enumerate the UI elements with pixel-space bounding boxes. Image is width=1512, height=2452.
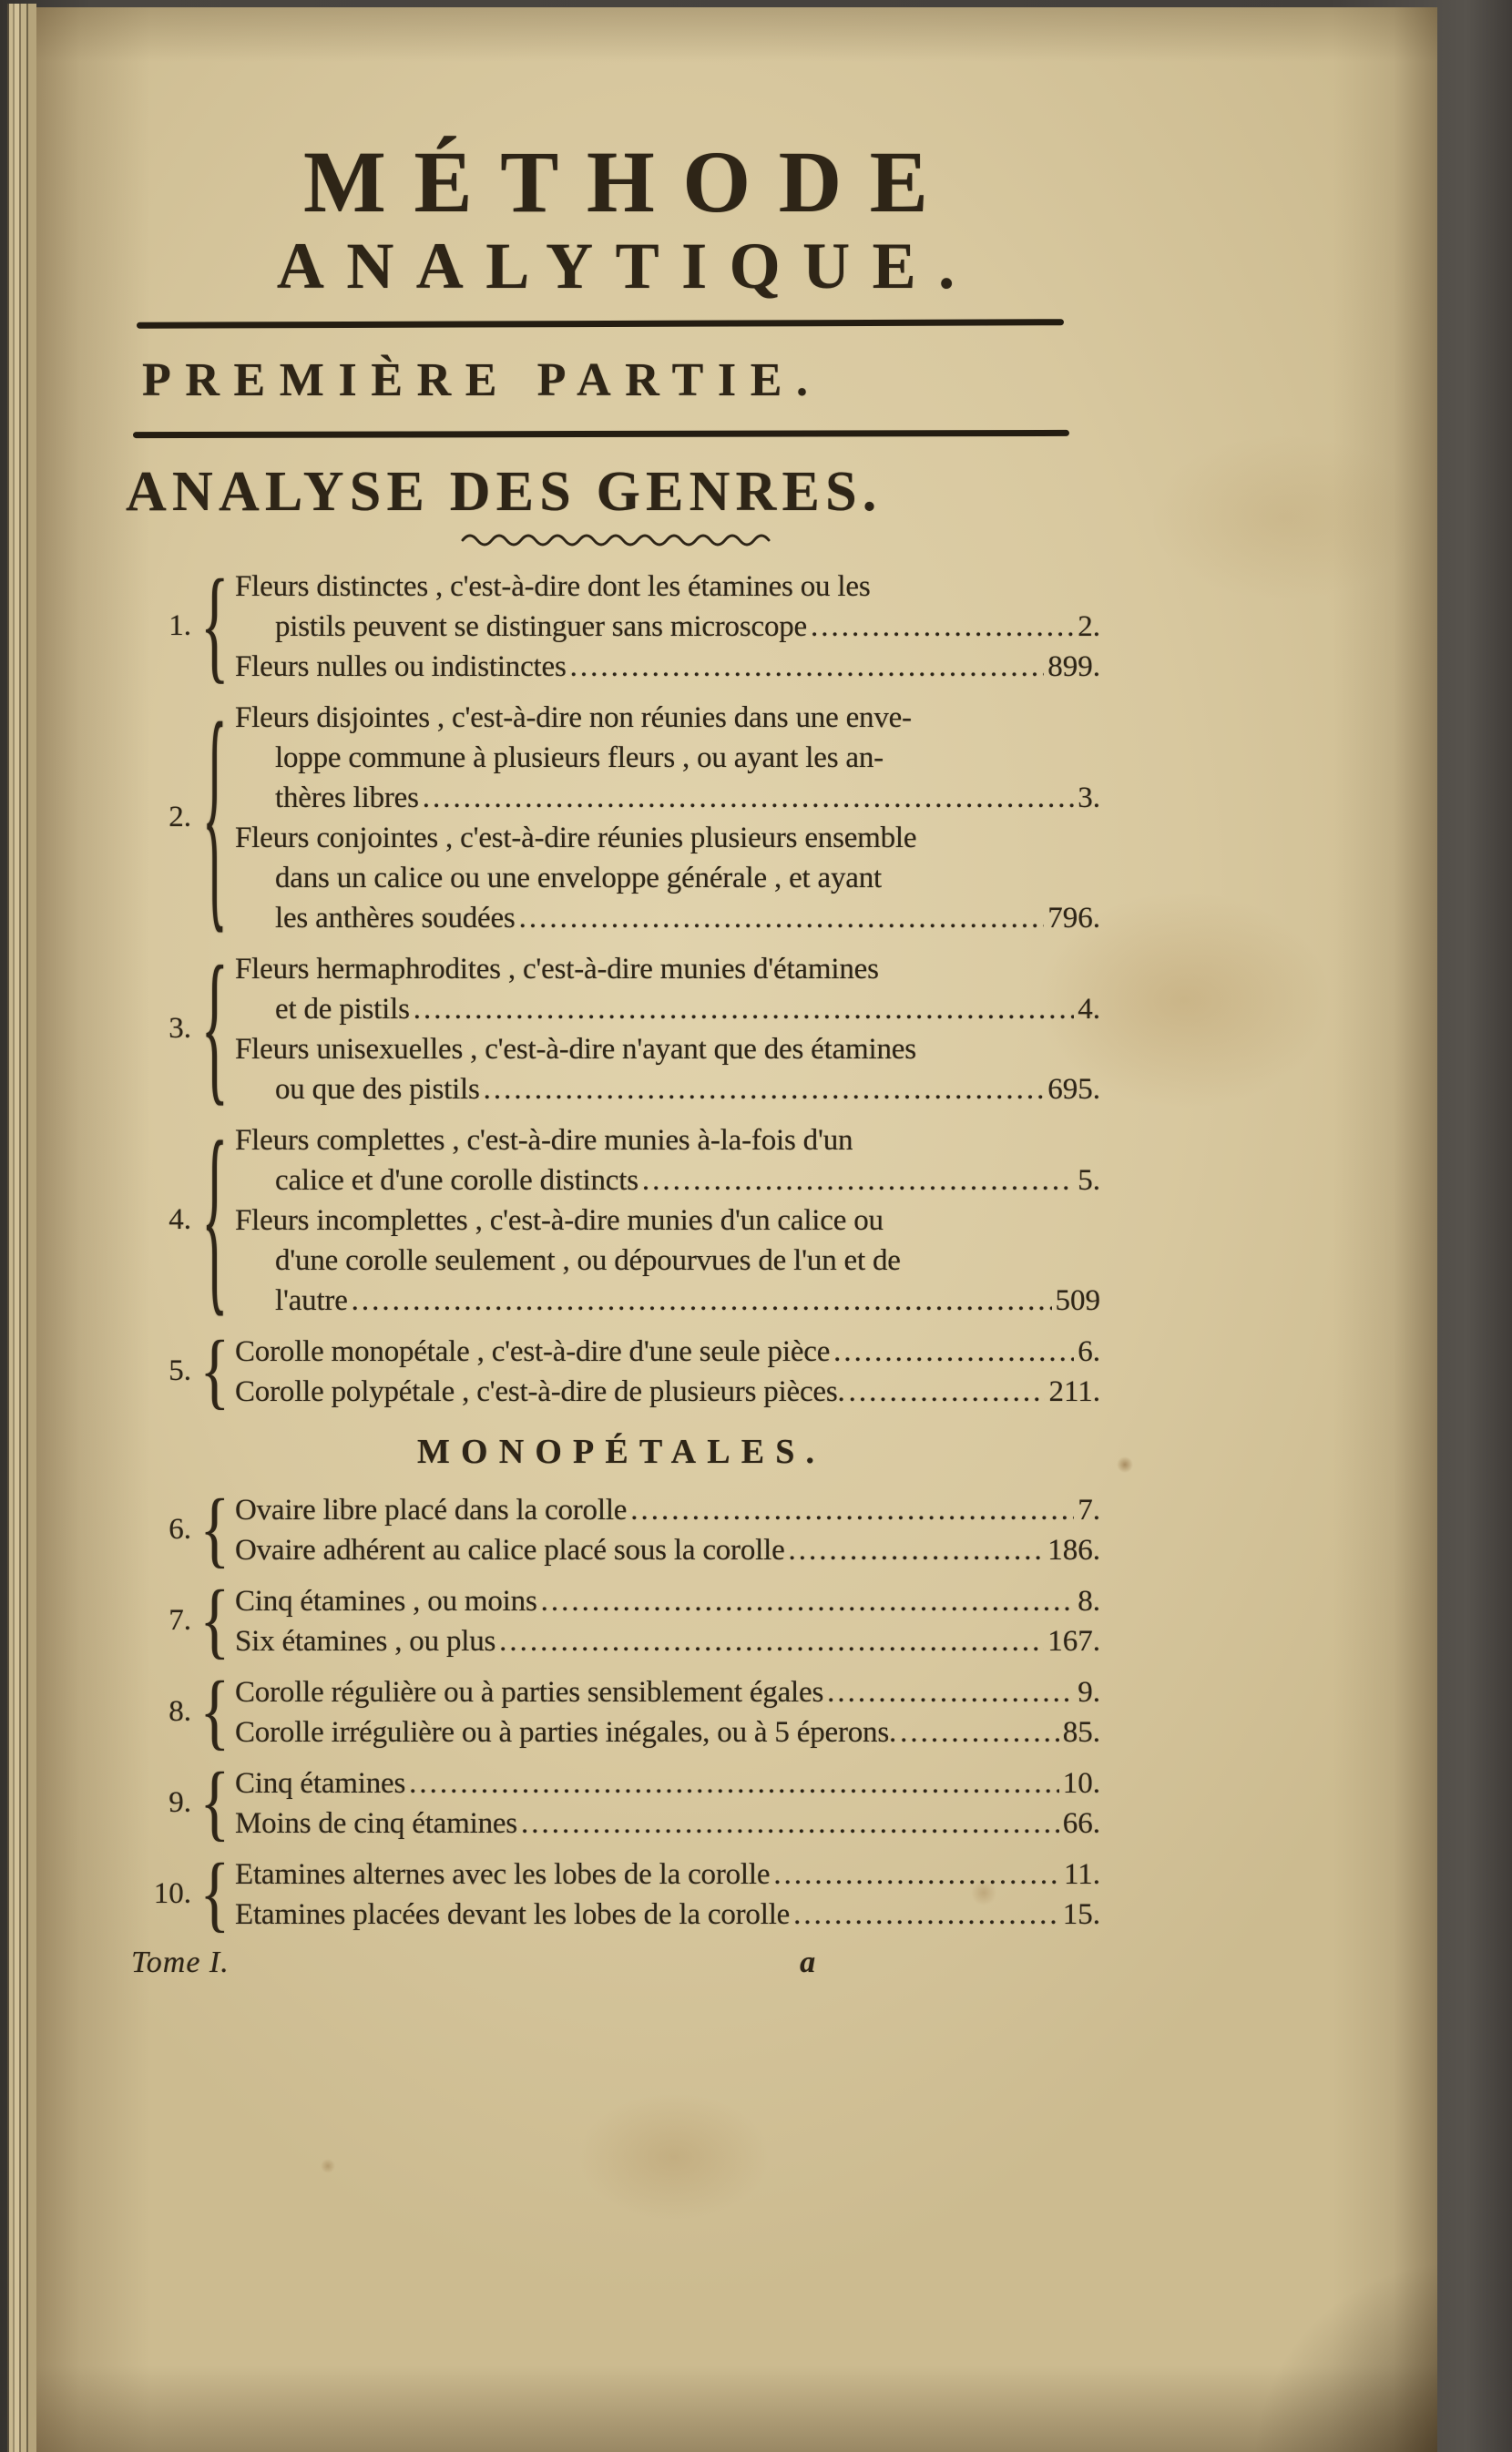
curly-brace-icon: {	[199, 1573, 230, 1668]
entry-ref-number: 9.	[1078, 1675, 1100, 1709]
key-line	[235, 1332, 1100, 1372]
signature-mark: a	[800, 1945, 816, 1979]
dot-leader	[499, 1621, 1044, 1661]
brace-column	[195, 1846, 235, 1941]
horizontal-rule-middle	[133, 430, 1069, 438]
dot-leader	[519, 898, 1045, 938]
horizontal-rule-top	[137, 320, 1064, 330]
key-line	[235, 1530, 1100, 1570]
page-content	[126, 133, 1100, 1980]
key-line-text: l'autre	[275, 1283, 348, 1317]
key-line-text: thères libres	[275, 781, 419, 814]
key-line-text: Corolle régulière ou à parties sensiblement égales	[235, 1675, 824, 1709]
curly-brace-icon: {	[201, 1101, 229, 1336]
key-line	[235, 1120, 1100, 1160]
dot-leader	[423, 778, 1074, 818]
key-line-text: Moins de cinq étamines	[235, 1806, 517, 1840]
entry-ref-number: 509	[1055, 1283, 1100, 1317]
key-line	[235, 1672, 1100, 1712]
key-line	[235, 1241, 1100, 1281]
entry-number: 9.	[169, 1786, 191, 1820]
entry-ref-number: 695.	[1047, 1072, 1100, 1106]
key-entry	[131, 1664, 1100, 1759]
page-footer	[131, 1946, 1100, 1980]
entry-ref-number: 211.	[1048, 1374, 1100, 1408]
key-line	[235, 567, 1100, 607]
key-line-text: Fleurs incomplettes , c'est-à-dire munies d'un calice ou	[235, 1203, 884, 1237]
entry-options	[235, 1854, 1100, 1935]
curly-brace-icon: {	[199, 1482, 230, 1577]
entry-options	[235, 1581, 1100, 1661]
key-entry	[131, 934, 1100, 1122]
key-line	[235, 738, 1100, 778]
entry-ref-number: 6.	[1078, 1334, 1100, 1368]
brace-column	[195, 1755, 235, 1850]
entry-number: 7.	[169, 1604, 191, 1638]
page-title-line1: MÉTHODE	[303, 133, 956, 230]
key-line-text: ou que des pistils	[275, 1072, 480, 1106]
section-heading: ANALYSE DES GENRES.	[126, 460, 883, 523]
entry-number: 4.	[169, 1203, 191, 1237]
key-entry	[131, 1755, 1100, 1850]
dot-leader	[789, 1530, 1045, 1570]
key-line-text: Fleurs conjointes , c'est-à-dire réunies plusieurs ensemble	[235, 821, 917, 854]
key-line	[235, 1621, 1100, 1661]
entry-ref-number: 186.	[1047, 1533, 1100, 1567]
entry-ref-number: 11.	[1063, 1857, 1100, 1891]
entry-number: 3.	[169, 1012, 191, 1046]
brace-column	[195, 1101, 235, 1336]
key-entry	[131, 555, 1100, 696]
entry-number: 8.	[169, 1695, 191, 1729]
key-entry	[131, 1846, 1100, 1941]
key-line	[235, 949, 1100, 989]
entry-options	[235, 1672, 1100, 1752]
key-line-text: Cinq étamines , ou moins	[235, 1584, 537, 1618]
key-entry	[131, 1482, 1100, 1577]
key-line	[235, 1200, 1100, 1241]
entry-ref-number: 15.	[1062, 1897, 1100, 1931]
key-line-text: et de pistils	[275, 992, 410, 1026]
entry-ref-number: 3.	[1078, 781, 1100, 814]
key-line	[235, 1490, 1100, 1530]
entry-ref-number: 167.	[1047, 1624, 1100, 1658]
key-line-text: Ovaire libre placé dans la corolle	[235, 1493, 628, 1527]
entry-ref-number: 796.	[1047, 901, 1100, 935]
key-line	[235, 1281, 1100, 1321]
key-line-text: les anthères soudées	[275, 901, 516, 935]
key-line	[235, 698, 1100, 738]
key-line	[235, 1712, 1100, 1752]
key-line-text: Ovaire adhérent au calice placé sous la corolle	[235, 1533, 785, 1567]
dot-leader	[541, 1581, 1075, 1621]
key-line	[235, 898, 1100, 938]
curly-brace-icon: {	[199, 1846, 230, 1941]
key-line-text: loppe commune à plusieurs fleurs , ou ayant les an-	[275, 741, 884, 774]
key-line-text: d'une corolle seulement , ou dépourvues de l'un et de	[275, 1243, 901, 1277]
book-page	[36, 7, 1437, 2452]
key-entry	[131, 1323, 1100, 1418]
subsection-heading: MONOPÉTALES.	[416, 1432, 826, 1471]
dot-leader	[827, 1672, 1074, 1712]
entry-ref-number: 5.	[1078, 1163, 1100, 1197]
key-line-text: Etamines placées devant les lobes de la corolle	[235, 1897, 791, 1931]
key-line	[235, 1029, 1100, 1069]
entry-options	[235, 949, 1100, 1109]
entry-ref-number: 10.	[1062, 1766, 1100, 1800]
curly-brace-icon: {	[199, 1755, 230, 1850]
entry-number: 5.	[169, 1354, 191, 1388]
key-line	[235, 1895, 1100, 1935]
curly-brace-icon: {	[199, 1323, 230, 1418]
entry-ref-number: 85.	[1062, 1715, 1100, 1749]
dot-leader	[849, 1372, 1046, 1412]
dot-leader	[414, 989, 1075, 1029]
dot-leader	[773, 1854, 1060, 1895]
key-line-text: Corolle irrégulière ou à parties inégales, ou à 5 éperons.	[235, 1715, 897, 1749]
key-line	[235, 1069, 1100, 1109]
key-line	[235, 1854, 1100, 1895]
ornament-squiggle-icon	[459, 530, 772, 547]
entry-options	[235, 567, 1100, 687]
brace-column	[195, 1482, 235, 1577]
key-line	[235, 1803, 1100, 1844]
key-entry	[131, 1101, 1100, 1336]
entry-ref-number: 2.	[1078, 609, 1100, 643]
brace-column	[195, 1664, 235, 1759]
entry-number: 6.	[169, 1513, 191, 1547]
key-line	[235, 1160, 1100, 1200]
brace-column	[195, 1323, 235, 1418]
key-line	[235, 858, 1100, 898]
entry-options	[235, 698, 1100, 938]
entry-ref-number: 7.	[1078, 1493, 1100, 1527]
key-line-text: Cinq étamines	[235, 1766, 406, 1800]
dot-leader	[811, 607, 1074, 647]
curly-brace-icon: {	[199, 1664, 230, 1759]
key-line	[235, 1763, 1100, 1803]
entry-number: 1.	[169, 609, 191, 643]
brace-column	[195, 555, 235, 696]
dot-leader	[833, 1332, 1074, 1372]
key-line	[235, 818, 1100, 858]
part-heading: PREMIÈRE PARTIE.	[142, 354, 822, 407]
brace-column	[195, 934, 235, 1122]
brace-column	[195, 1573, 235, 1668]
key-line-text: Fleurs hermaphrodites , c'est-à-dire munies d'étamines	[235, 952, 879, 986]
dot-leader	[793, 1895, 1059, 1935]
key-line-text: Fleurs disjointes , c'est-à-dire non réunies dans une enve-	[235, 700, 912, 734]
key-line	[235, 778, 1100, 818]
key-line	[235, 607, 1100, 647]
key-entry	[131, 675, 1100, 956]
key-entry	[131, 1573, 1100, 1668]
key-line-text: Fleurs nulles ou indistinctes	[235, 649, 567, 683]
entry-number: 2.	[169, 801, 191, 834]
key-line-text: Corolle monopétale , c'est-à-dire d'une seule pièce	[235, 1334, 831, 1368]
book-page-stack-edges	[7, 4, 36, 2452]
key-line-text: Fleurs unisexuelles , c'est-à-dire n'ayant que des étamines	[235, 1032, 916, 1066]
dot-leader	[409, 1763, 1059, 1803]
entry-ref-number: 4.	[1078, 992, 1100, 1026]
key-line-text: Six étamines , ou plus	[235, 1624, 496, 1658]
dot-leader	[521, 1803, 1059, 1844]
dot-leader	[642, 1160, 1074, 1200]
entry-ref-number: 899.	[1047, 649, 1100, 683]
key-line-text: dans un calice ou une enveloppe générale , et ayant	[275, 861, 882, 894]
key-line-text: Fleurs complettes , c'est-à-dire munies à-la-fois d'un	[235, 1123, 853, 1157]
entry-ref-number: 8.	[1078, 1584, 1100, 1618]
dot-leader	[570, 647, 1045, 687]
key-line-text: Fleurs distinctes , c'est-à-dire dont les étamines ou les	[235, 569, 871, 603]
key-line-text: calice et d'une corolle distincts	[275, 1163, 639, 1197]
key-line	[235, 647, 1100, 687]
entry-options	[235, 1332, 1100, 1412]
entry-options	[235, 1490, 1100, 1570]
key-line-text: pistils peuvent se distinguer sans microscope	[275, 609, 807, 643]
entry-number: 10.	[153, 1877, 191, 1911]
dot-leader	[352, 1281, 1052, 1321]
key-line	[235, 1372, 1100, 1412]
dot-leader	[484, 1069, 1045, 1109]
dot-leader	[630, 1490, 1074, 1530]
entry-ref-number: 66.	[1062, 1806, 1100, 1840]
curly-brace-icon: {	[201, 934, 229, 1122]
key-line-text: Corolle polypétale , c'est-à-dire de plusieurs pièces.	[235, 1374, 845, 1408]
analytical-key	[131, 555, 1100, 1941]
key-line	[235, 1581, 1100, 1621]
entry-options	[235, 1120, 1100, 1321]
tome-label: Tome I.	[131, 1945, 230, 1979]
brace-column	[195, 675, 235, 956]
curly-brace-icon: {	[202, 675, 228, 956]
page-title-line2: ANALYTIQUE.	[276, 229, 977, 302]
entry-options	[235, 1763, 1100, 1844]
dot-leader	[900, 1712, 1059, 1752]
curly-brace-icon: {	[200, 555, 230, 696]
key-line	[235, 989, 1100, 1029]
key-line-text: Etamines alternes avec les lobes de la corolle	[235, 1857, 771, 1891]
